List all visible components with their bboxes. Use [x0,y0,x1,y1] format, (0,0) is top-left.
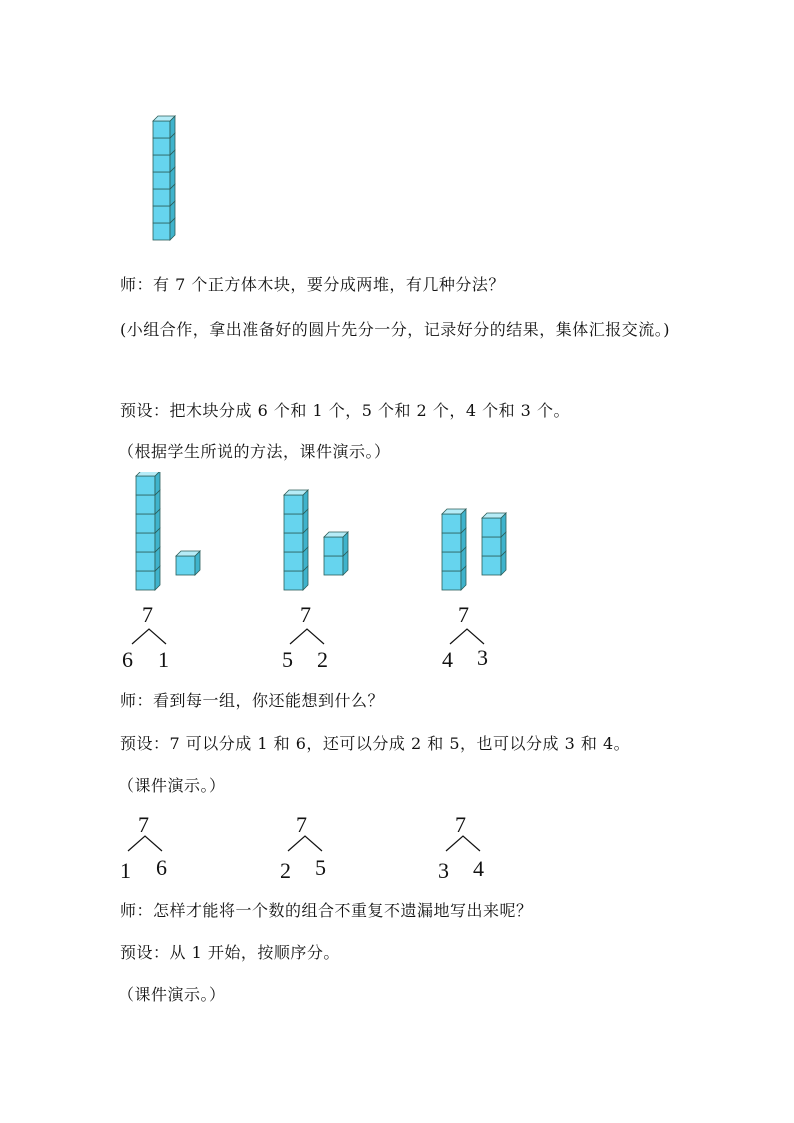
teacher-question-2: 师：看到每一组，你还能想到什么？ [120,691,385,710]
right-part: 2 [317,647,328,672]
top-cube-tower [150,108,190,252]
whole-number: 7 [455,812,466,837]
courseware-note-2: （课件演示。） [118,776,226,795]
left-part: 3 [438,858,449,883]
right-part: 6 [156,855,167,880]
right-stack-cube-2 [324,532,348,556]
top-tower-cube-7 [153,116,175,138]
left-stack-cube-5 [284,490,308,514]
cube-group-4-3 [438,472,518,601]
decomposition-7-2-5 [278,814,368,884]
right-part: 1 [158,647,169,672]
whole-number: 7 [300,602,311,627]
left-part: 2 [280,858,291,883]
teacher-question-3: 师：怎样才能将一个数的组合不重复不遗漏地写出来呢？ [120,901,533,920]
whole-number: 7 [458,602,469,627]
decomposition-7-1-6 [118,814,208,884]
left-stack-cube-4 [442,509,466,533]
group-work-note: (小组合作，拿出准备好的圆片先分一分，记录好分的结果，集体汇报交流。) [120,320,670,339]
whole-number: 7 [296,812,307,837]
left-part: 4 [442,647,453,672]
decomposition-7-4-3 [440,604,530,674]
cube-group-5-2 [280,472,360,601]
preset-answer-1: 预设：把木块分成 6 个和 1 个，5 个和 2 个，4 个和 3 个。 [120,401,570,420]
whole-number: 7 [138,812,149,837]
left-part: 6 [122,647,133,672]
left-part: 1 [120,858,131,883]
right-stack-cube-3 [482,513,506,537]
cube-group-6-1 [132,472,212,601]
decomposition-7-3-4 [436,814,526,884]
left-stack-cube-6 [136,472,160,495]
teacher-question-1: 师：有 7 个正方体木块，要分成两堆，有几种分法？ [120,275,505,294]
courseware-note-3: （课件演示。） [118,985,226,1004]
courseware-note-1: （根据学生所说的方法，课件演示。） [118,442,391,461]
decomposition-7-5-2 [280,604,370,674]
right-part: 3 [477,645,488,670]
right-part: 4 [473,856,484,881]
right-stack-cube-1 [176,551,200,575]
preset-answer-3: 预设：从 1 开始，按顺序分。 [120,943,340,962]
decomposition-7-6-1 [118,604,208,674]
preset-answer-2: 预设：7 可以分成 1 和 6，还可以分成 2 和 5，也可以分成 3 和 4。 [120,734,631,753]
right-part: 5 [315,855,326,880]
whole-number: 7 [142,602,153,627]
left-part: 5 [282,647,293,672]
